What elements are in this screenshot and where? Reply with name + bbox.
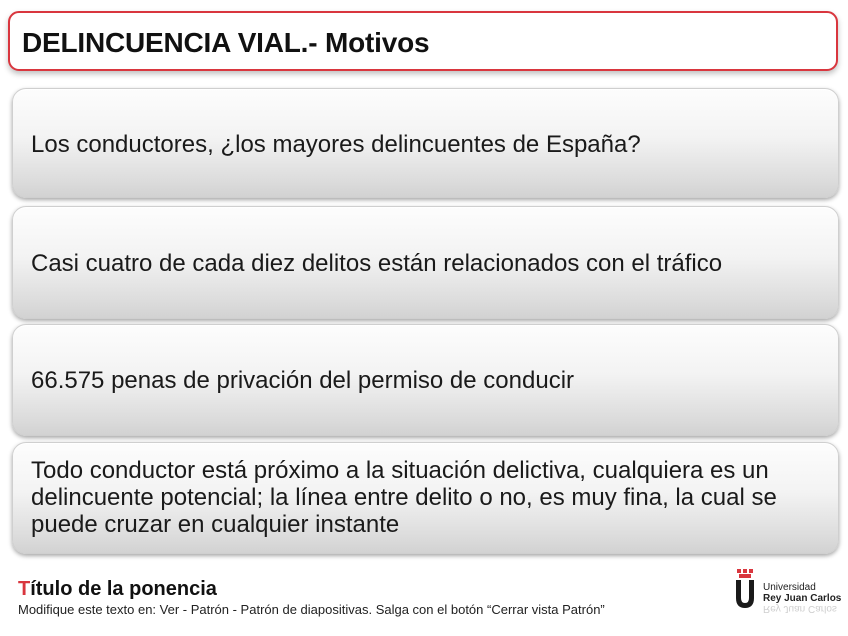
- urjc-logo-icon: [733, 568, 757, 612]
- university-logo: [733, 568, 843, 618]
- slide-title-box: [8, 11, 838, 71]
- content-list: [6, 84, 842, 560]
- footer-title: [18, 578, 217, 601]
- list-item-text: Todo conductor está próximo a la situación delictiva, cualquiera es un delincuente potencial; la línea entre delito o no, es muy fina, la cual se puede cruzar en cualquier instante: [31, 457, 777, 538]
- list-item: [12, 442, 839, 554]
- logo-text-reflection: Rey Juan Carlos: [763, 603, 837, 614]
- list-item-text: Casi cuatro de cada diez delitos están relacionados con el tráfico: [31, 250, 723, 277]
- footer-subtitle: Modifique este texto en: Ver - Patrón - Patrón de diapositivas. Salga con el botón “Cerrar vista Patrón”: [18, 602, 605, 617]
- logo-text-line1: Universidad: [763, 582, 816, 593]
- list-item: [12, 88, 839, 198]
- footer-title-rest: ítulo de la ponencia: [30, 578, 217, 600]
- logo-text-line2: Rey Juan Carlos: [763, 593, 842, 604]
- list-item-text: 66.575 penas de privación del permiso de conducir: [31, 367, 575, 394]
- footer-title-initial: T: [18, 578, 31, 600]
- list-item: [12, 206, 839, 319]
- slide-title: DELINCUENCIA VIAL.- Motivos: [22, 27, 430, 58]
- list-item-text: Los conductores, ¿los mayores delincuentes de España?: [31, 131, 641, 158]
- list-item: [12, 324, 839, 436]
